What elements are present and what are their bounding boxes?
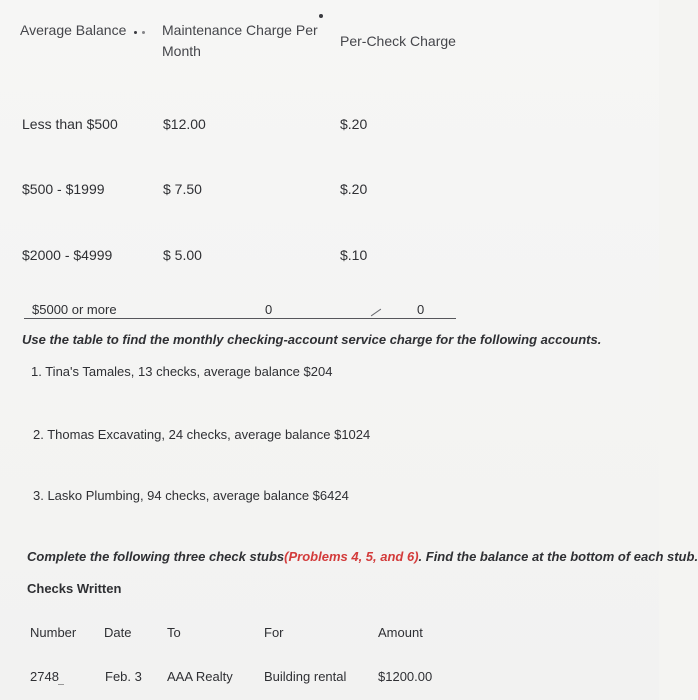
col-number: Number <box>30 625 77 640</box>
row-maintenance: $ 5.00 <box>163 247 202 263</box>
col-date: Date <box>104 625 132 640</box>
check-for: Building rental <box>264 669 347 684</box>
row-per-check: $.20 <box>340 116 368 132</box>
check-amount: $1200.00 <box>378 669 433 684</box>
check-date: Feb. 3 <box>105 669 142 684</box>
col-for: For <box>264 625 284 640</box>
stray-mark <box>58 684 64 685</box>
row-balance: $2000 - $4999 <box>22 247 113 263</box>
row-balance: $5000 or more <box>32 302 117 317</box>
row-underline <box>24 318 456 319</box>
row-maintenance: 0 <box>265 302 273 317</box>
instructions-text: Use the table to find the monthly checking-account service charge for the following accounts. <box>22 332 602 347</box>
stray-mark <box>134 31 137 34</box>
col-to: To <box>167 625 181 640</box>
header-per-check-charge: Per-Check Charge <box>340 33 456 49</box>
row-maintenance: $ 7.50 <box>163 181 202 197</box>
stubs-instructions-after: . Find the balance at the bottom of each stub. <box>418 549 698 564</box>
stubs-instructions <box>27 549 698 564</box>
problem-1: 1. Tina's Tamales, 13 checks, average balance $204 <box>31 364 333 379</box>
header-average-balance: Average Balance <box>20 22 127 38</box>
row-maintenance: $12.00 <box>163 116 206 132</box>
stray-mark <box>371 309 381 317</box>
stray-mark <box>319 14 323 18</box>
problem-3: 3. Lasko Plumbing, 94 checks, average balance $6424 <box>33 488 349 503</box>
row-balance: $500 - $1999 <box>22 181 105 197</box>
row-per-check: $.20 <box>340 181 368 197</box>
header-maintenance-charge: Maintenance Charge Per Month <box>162 22 318 59</box>
check-number: 2748 <box>30 669 59 684</box>
row-per-check: $.10 <box>340 247 368 263</box>
checks-written-title: Checks Written <box>27 581 122 596</box>
row-balance: Less than $500 <box>22 116 118 132</box>
check-to: AAA Realty <box>167 669 233 684</box>
stubs-instructions-before: Complete the following three check stubs <box>27 549 285 564</box>
col-amount: Amount <box>378 625 423 640</box>
stubs-instructions-highlight: (Problems 4, 5, and 6) <box>284 549 419 564</box>
problem-2: 2. Thomas Excavating, 24 checks, average balance $1024 <box>33 427 371 442</box>
row-per-check: 0 <box>417 302 425 317</box>
stray-mark <box>142 31 145 34</box>
